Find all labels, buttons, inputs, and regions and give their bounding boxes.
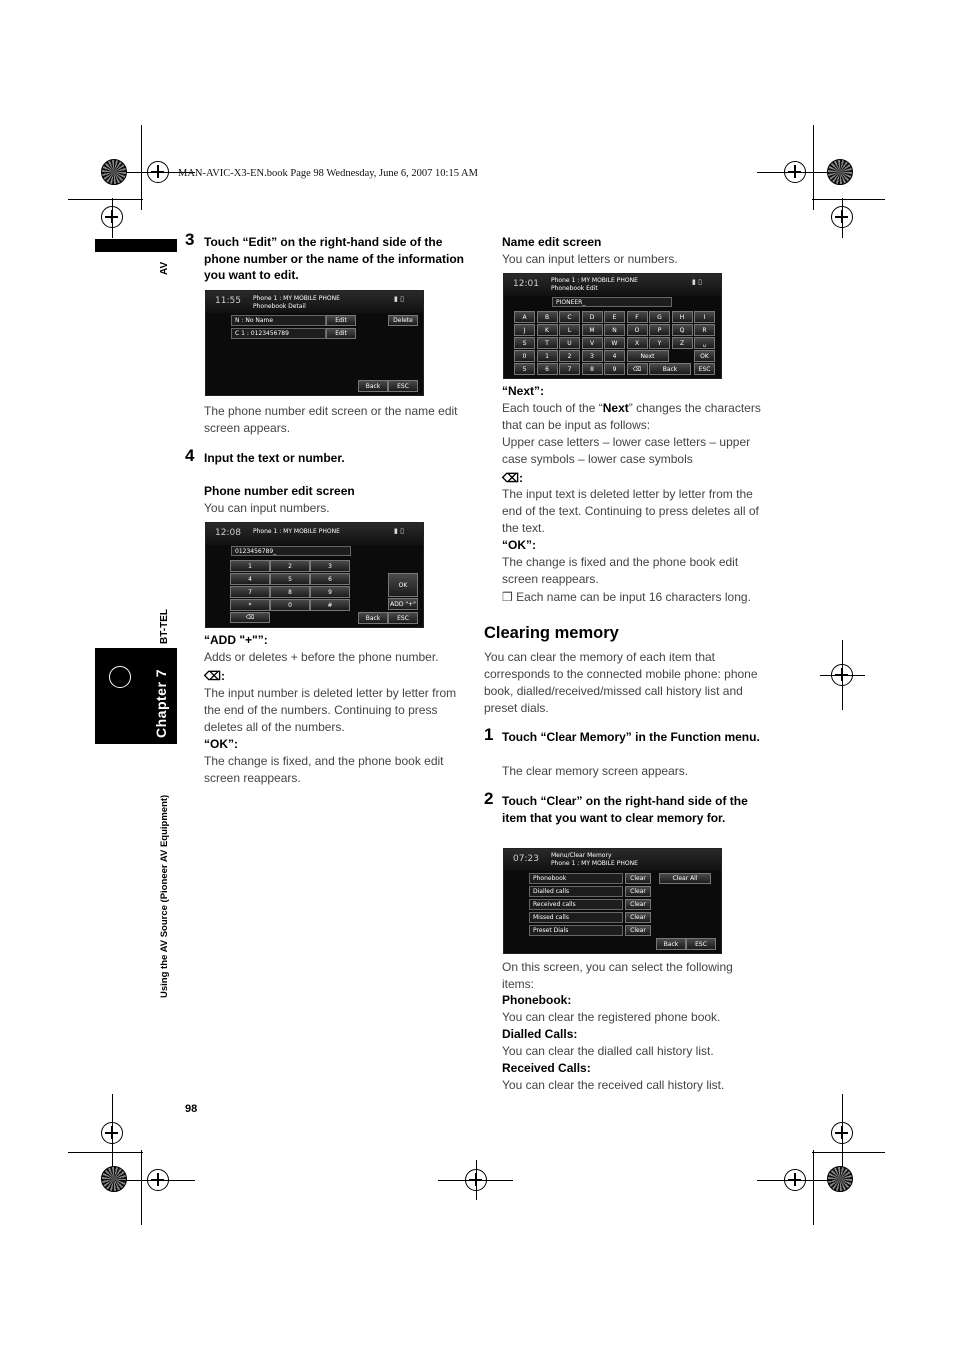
crop-mark [813,125,814,210]
numpad-key[interactable]: # [310,599,350,611]
keyboard-key[interactable]: 5 [514,363,535,375]
step-number: 2 [484,789,494,808]
color-rosette-icon [101,1166,127,1192]
paragraph: You can clear the registered phone book. [502,1010,721,1024]
note: ❒ Each name can be input 16 characters long. [502,590,751,604]
step-number: 3 [185,230,195,249]
color-rosette-icon [101,159,127,185]
color-rosette-icon [827,159,853,185]
numpad-key[interactable]: 4 [230,573,270,585]
keyboard-key[interactable]: 1 [537,350,558,362]
keyboard-key[interactable]: I [694,311,715,323]
clock: 12:01 [513,279,539,289]
registration-mark-icon [784,1169,806,1191]
add-label: “ADD "+"”: [204,633,268,647]
signal-icon: ▮ ▯ [692,278,702,286]
keyboard-key[interactable]: 2 [559,350,580,362]
keyboard-key[interactable]: ⌫ [627,363,648,375]
paragraph: The clear memory screen appears. [502,764,689,778]
numpad-key[interactable]: 0 [270,599,310,611]
name-edit-screen [503,273,722,379]
keyboard-key[interactable]: T [537,337,558,349]
memory-item-label: Preset Dials [529,925,623,936]
keyboard-key[interactable]: Back [649,363,691,375]
crop-mark [842,640,843,710]
phonebook-detail-screen [205,290,424,396]
numpad-key[interactable]: 7 [230,586,270,598]
crop-mark [141,125,142,210]
keyboard-key[interactable]: M [582,324,603,336]
backspace-icon: ⌫ [204,669,221,683]
clock: 11:55 [215,296,241,306]
step-instruction: Input the text or number. [204,451,345,465]
keyboard-key[interactable]: F [627,311,648,323]
print-header: MAN-AVIC-X3-EN.book Page 98 Wednesday, June 6, 2007 10:15 AM [178,168,478,179]
clear-button[interactable]: Clear [625,873,651,884]
keyboard-key[interactable]: V [582,337,603,349]
screen-title: Menu/Clear Memory [551,852,612,859]
clear-button[interactable]: Clear [625,899,651,910]
clear-button[interactable]: Clear [625,912,651,923]
paragraph: You can clear the dialled call history list. [502,1044,714,1058]
clear-button[interactable]: Clear [625,886,651,897]
back-button[interactable]: Back [358,612,388,624]
screen-title: Phone 1 : MY MOBILE PHONE [551,277,638,284]
crop-mark [141,1150,142,1225]
keyboard-key[interactable]: H [672,311,693,323]
add-plus-button[interactable]: ADD "+" [388,598,418,610]
keyboard-key[interactable]: 8 [582,363,603,375]
color-rosette-icon [827,1166,853,1192]
delete-key-label: ⌫: [502,471,523,485]
keyboard-key[interactable]: N [604,324,625,336]
screen-subtitle: Phonebook Detail [253,303,306,310]
page-number: 98 [185,1103,198,1115]
memory-item-label: Missed calls [529,912,623,923]
numpad-key[interactable]: * [230,599,270,611]
memory-item-label: Received calls [529,899,623,910]
keyboard-key[interactable]: X [627,337,648,349]
memory-item-label: Phonebook [529,873,623,884]
numpad-key[interactable]: 8 [270,586,310,598]
clock: 12:08 [215,528,241,538]
screen-title: Phone 1 : MY MOBILE PHONE [253,528,340,535]
paragraph: Adds or deletes + before the phone number. [204,650,439,664]
keyboard-key[interactable]: 7 [559,363,580,375]
back-button[interactable]: Back [656,938,686,950]
paragraph: Each touch of the “Next” changes the characters that can be input as follows: [502,401,761,432]
subheading: Name edit screen [502,235,602,249]
paragraph: You can clear the memory of each item that corresponds to the connected mobile phone: phone book, dialled/received/missed call history list and preset dials. [484,650,758,715]
paragraph: You can input numbers. [204,501,330,515]
keyboard-key[interactable]: A [514,311,535,323]
step-instruction: Touch “Clear Memory” in the Function menu. [502,730,760,744]
chapter-block [95,648,177,744]
esc-button[interactable]: ESC [686,938,716,950]
keyboard-key[interactable]: OK [694,350,715,362]
paragraph: You can clear the received call history list. [502,1078,725,1092]
back-button[interactable]: Back [358,380,388,392]
signal-icon: ▮ ▯ [394,527,404,535]
keyboard-key[interactable]: D [582,311,603,323]
step-instruction: Touch “Clear” on the right-hand side of the item that you want to clear memory for. [502,794,748,825]
phone-field: C 1 : 0123456789 [231,328,326,339]
crop-mark [812,199,885,200]
registration-mark-icon [101,206,123,228]
chapter-registration-icon [109,666,131,688]
registration-mark-icon [147,161,169,183]
subheading: Phone number edit screen [204,484,355,498]
ok-label: “OK”: [502,538,536,552]
keyboard-key[interactable]: G [649,311,670,323]
keyboard-key[interactable]: Next [627,350,669,362]
numpad-key[interactable]: 3 [310,560,350,572]
numpad-key[interactable]: 9 [310,586,350,598]
chapter-tab-bar [95,239,177,252]
keyboard-key[interactable]: Q [672,324,693,336]
paragraph: The input number is deleted letter by letter from the end of the numbers. Continuing to press deletes all of the numbers. [204,686,457,734]
keyboard-key[interactable]: 0 [514,350,535,362]
keyboard-key[interactable]: O [627,324,648,336]
keyboard-key[interactable]: Z [672,337,693,349]
keyboard-key[interactable]: ESC [694,363,715,375]
keyboard-key[interactable]: P [649,324,670,336]
ok-button[interactable]: OK [388,573,418,597]
number-input[interactable]: 0123456789_ [231,546,351,556]
paragraph: The change is fixed and the phone book edit screen reappears. [502,555,739,586]
crop-mark [813,1150,814,1225]
paragraph: The phone number edit screen or the name edit screen appears. [204,404,458,435]
registration-mark-icon [101,1122,123,1144]
keyboard-key[interactable]: K [537,324,558,336]
clock: 07:23 [513,854,539,864]
step-number: 4 [185,446,195,465]
item-label: Phonebook: [502,993,572,1007]
registration-mark-icon [831,1122,853,1144]
keyboard-key[interactable]: 4 [604,350,625,362]
keyboard-key[interactable]: 9 [604,363,625,375]
delete-key-label: ⌫: [204,669,225,683]
screen-subtitle: Phonebook Edit [551,285,598,292]
numpad-key[interactable]: 1 [230,560,270,572]
edit-number-button[interactable]: Edit [326,328,356,339]
backspace-icon: ⌫ [502,471,519,485]
name-input[interactable]: PIONEER_ [552,297,672,307]
clear-memory-screen [503,848,722,954]
paragraph: The change is fixed, and the phone book edit screen reappears. [204,754,444,785]
keyboard-key[interactable]: U [559,337,580,349]
paragraph: Upper case letters – lower case letters – upper case symbols – lower case symbols [502,435,751,466]
registration-mark-icon [147,1169,169,1191]
keyboard-key[interactable]: Y [649,337,670,349]
numpad-key[interactable]: 6 [310,573,350,585]
ok-label: “OK”: [204,737,238,751]
edit-name-button[interactable]: Edit [326,315,356,326]
esc-button[interactable]: ESC [388,612,418,624]
keyboard-key[interactable]: W [604,337,625,349]
numpad-key[interactable]: 2 [270,560,310,572]
chapter-label: Chapter 7 [153,668,169,738]
section-title: Clearing memory [484,624,619,642]
keyboard-key[interactable]: L [559,324,580,336]
paragraph: On this screen, you can select the following items: [502,960,733,991]
note-checkbox-icon: ❒ [502,590,517,604]
registration-mark-icon [831,206,853,228]
crop-mark [812,1152,885,1153]
esc-button[interactable]: ESC [388,380,418,392]
screen-subtitle: Phone 1 : MY MOBILE PHONE [551,860,638,867]
clear-button[interactable]: Clear [625,925,651,936]
crop-mark [68,199,143,200]
keyboard-key[interactable]: B [537,311,558,323]
paragraph: The input text is deleted letter by letter from the end of the text. Continuing to press deletes all of the text. [502,487,759,535]
next-label: “Next”: [502,384,545,398]
registration-mark-icon [784,161,806,183]
keyboard-key[interactable]: S [514,337,535,349]
backspace-button[interactable]: ⌫ [230,612,270,623]
clear-all-button[interactable]: Clear All [659,873,711,884]
phone-number-edit-screen [205,522,424,628]
name-field: N : No Name [231,315,326,326]
keyboard-key[interactable]: C [559,311,580,323]
keyboard-key[interactable]: E [604,311,625,323]
delete-button[interactable]: Delete [388,315,418,326]
step-instruction: Touch “Edit” on the right-hand side of the phone number or the name of the information you want to edit. [204,235,465,282]
keyboard-key[interactable]: ␣ [694,337,715,349]
numpad-key[interactable]: 5 [270,573,310,585]
screen-title: Phone 1 : MY MOBILE PHONE [253,295,340,302]
keyboard-key[interactable]: R [694,324,715,336]
crop-mark [68,1152,143,1153]
signal-icon: ▮ ▯ [394,295,404,303]
keyboard-key[interactable]: 6 [537,363,558,375]
keyboard-key[interactable]: J [514,324,535,336]
step-number: 1 [484,725,494,744]
memory-item-label: Dialled calls [529,886,623,897]
keyboard-key[interactable]: 3 [582,350,603,362]
item-label: Dialled Calls: [502,1027,578,1041]
item-label: Received Calls: [502,1061,591,1075]
registration-mark-icon [465,1169,487,1191]
paragraph: You can input letters or numbers. [502,252,678,266]
